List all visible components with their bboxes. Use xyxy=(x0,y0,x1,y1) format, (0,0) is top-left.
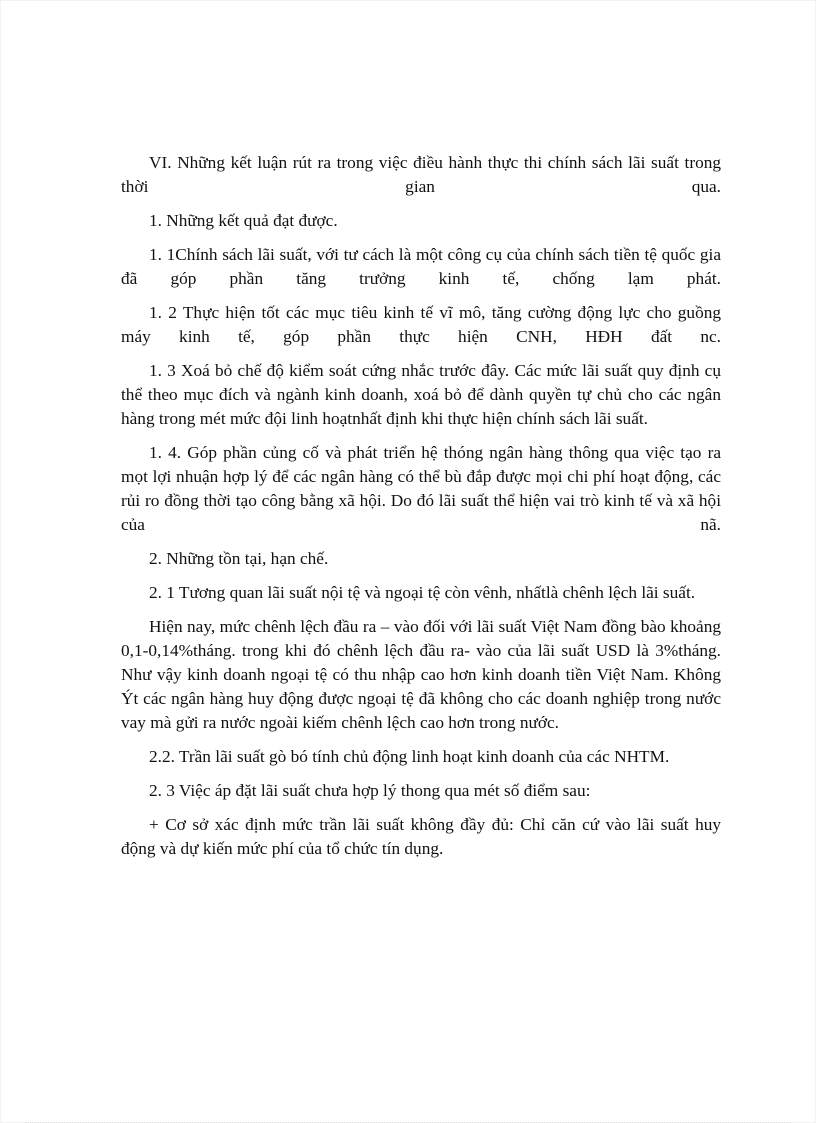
section-heading-line-1: VI. Những kết luận rút ra trong việc điều hành thực thi chính sách lãi suất xyxy=(149,153,679,172)
paragraph: 2. 1 Tương quan lãi suất nội tệ và ngoại tệ còn vênh, nhấtlà chênh lệch lãi suất. xyxy=(149,583,696,602)
section-heading xyxy=(121,151,721,199)
paragraph: 1. Những kết quả đạt được. xyxy=(149,211,338,230)
paragraph: 1. 3 Xoá bỏ chế độ kiểm soát cứng nhắc trước đây. Các mức lãi suất quy định cụ thể theo mục đích và ngành kinh doanh, xoá bỏ để dành quyền tự chủ cho các ngân hàng trong mét mức đội linh hoạtnhất định khi thực hiện chính sách lãi suất. xyxy=(121,361,721,428)
paragraph: 1. 4. Góp phần củng cố và phát triển hệ thóng ngân hàng thông qua việc tạo ra mọt lợi nhuận hợp lý để các ngân hàng có thể bù đắp được mọi chi phí hoạt động, các rủi ro đồng thời tạo công bằng xã hội. Do đó lãi suất thể hiện vai trò kinh tế và xã hội của nã. xyxy=(121,443,721,534)
paragraph: 1. 1Chính sách lãi suất, với tư cách là một công cụ của chính sách tiền tệ quốc gia đã góp phần tăng trưởng kinh tế, chống lạm phát. xyxy=(121,245,721,288)
paragraph: Hiện nay, mức chênh lệch đầu ra – vào đối với lãi suất Việt Nam đồng bào khoảng 0,1-0,14%tháng. trong khi đó chênh lệch đầu ra- vào của lãi suất USD là 3%tháng. Như vậy kinh doanh ngoại tệ có thu nhập cao hơn kinh doanh tiền Việt Nam. Không Ýt các ngân hàng huy động được ngoại tệ đã không cho các doanh nghiệp trong nước vay mà gửi ra nước ngoài kiếm chênh lệch cao hơn trong nước. xyxy=(121,617,721,732)
paragraph: 2. Những tồn tại, hạn chế. xyxy=(149,549,329,568)
paragraph: 2. 3 Việc áp đặt lãi suất chưa hợp lý thong qua mét số điểm sau: xyxy=(149,781,591,800)
paragraph: 2.2. Trần lãi suất gò bó tính chủ động linh hoạt kinh doanh của các NHTM. xyxy=(149,747,670,766)
paragraph: 1. 2 Thực hiện tốt các mục tiêu kinh tế vĩ mô, tăng cường động lực cho guồng máy kinh tế, góp phần thực hiện CNH, HĐH đất nc. xyxy=(121,303,721,346)
section-heading-line-2: trong thời gian qua. xyxy=(121,153,721,196)
document-body xyxy=(121,151,721,871)
paragraph: + Cơ sở xác định mức trần lãi suất không đầy đủ: Chỉ căn cứ vào lãi suất huy động và dự kiến mức phí của tổ chức tín dụng. xyxy=(121,815,721,858)
